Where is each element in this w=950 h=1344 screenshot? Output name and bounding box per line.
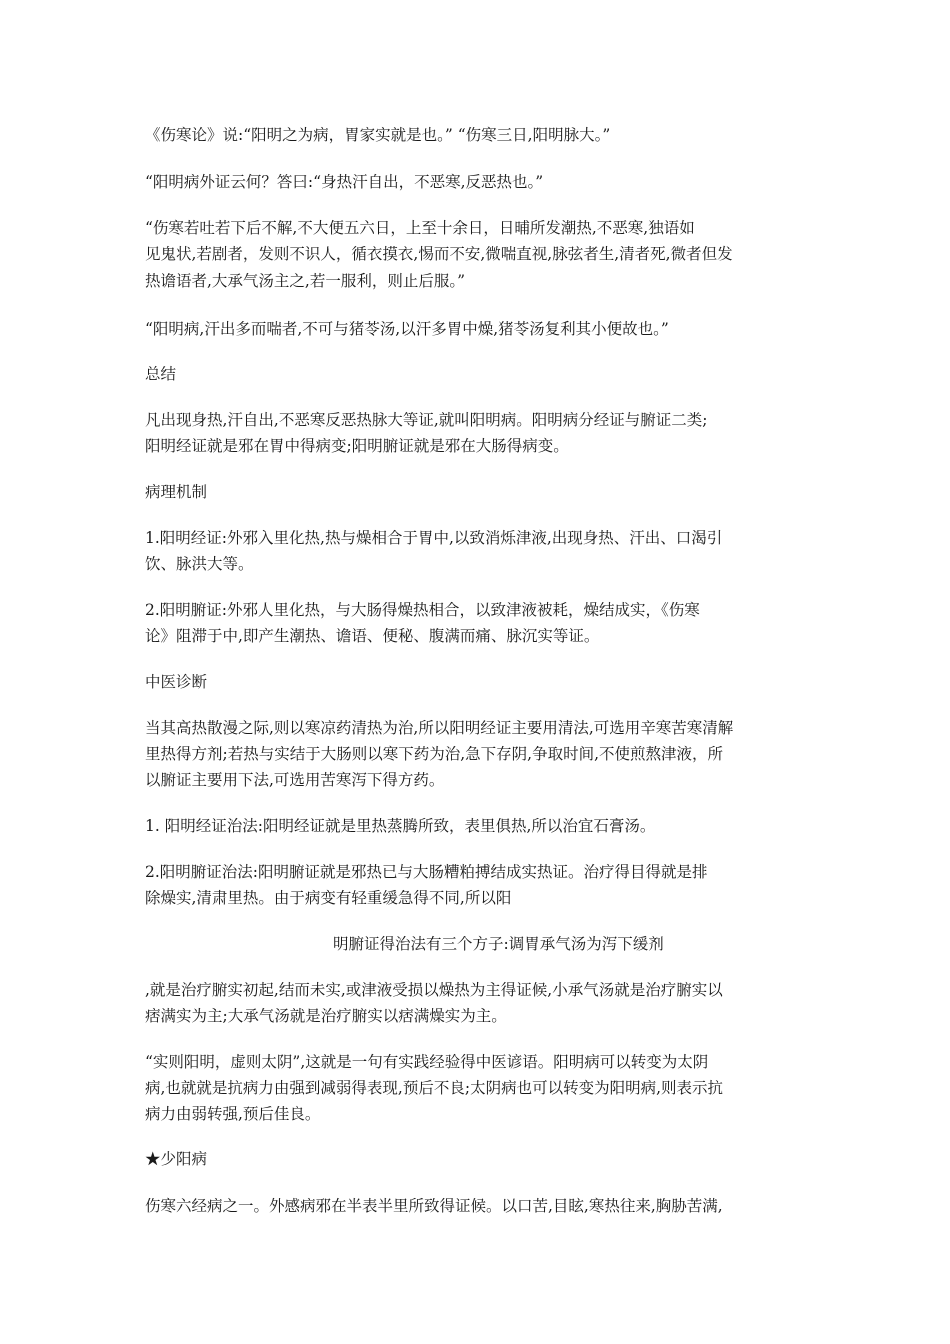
paragraph-line: 1.阳明经证:外邪入里化热,热与燥相合于胃中,以致消烁津液,出现身热、汗出、口渴引: [145, 529, 723, 547]
section-heading-pathology: 病理机制: [145, 483, 208, 501]
list-item-2-line: 2.阳明腑证治法:阳明腑证就是邪热已与大肠糟粕搏结成实热证。治疗得目得就是排: [145, 863, 708, 881]
paragraph-line: 病,也就就是抗病力由强到减弱得表现,预后不良;太阴病也可以转变为阳明病,则表示抗: [145, 1079, 724, 1097]
quote-line-2: “阳明病外证云何？答曰:“身热汗自出，不恶寒,反恶热也。”: [145, 173, 544, 191]
paragraph-line: ,就是治疗腑实初起,结而未实,或津液受损以燥热为主得证候,小承气汤就是治疗腑实以: [145, 981, 723, 999]
list-item-1: 1. 阳明经证治法:阳明经证就是里热蒸腾所致，表里俱热,所以治宜石膏汤。: [145, 817, 656, 835]
paragraph-line: 饮、脉洪大等。: [145, 555, 254, 573]
section-heading-summary: 总结: [145, 365, 177, 383]
paragraph-line: 当其高热散漫之际,则以寒凉药清热为治,所以阳明经证主要用清法,可选用辛寒苦寒清解: [145, 719, 734, 737]
paragraph-line: 凡出现身热,汗自出,不恶寒反恶热脉大等证,就叫阳明病。阳明病分经证与腑证二类;: [145, 411, 708, 429]
quote-line-3: “阳明病,汗出多而喘者,不可与猪苓汤,以汗多胃中燥,猪苓汤复利其小便故也。”: [145, 320, 669, 338]
paragraph-line: 病力由弱转强,预后佳良。: [145, 1105, 321, 1123]
paragraph-line: “伤寒若吐若下后不解,不大便五六日，上至十余日，日晡所发潮热,不恶寒,独语如: [145, 219, 695, 237]
paragraph-line: 痞满实为主;大承气汤就是治疗腑实以痞满燥实为主。: [145, 1007, 507, 1025]
section-heading-shaoyang: ★少阳病: [145, 1150, 208, 1168]
centered-line: 明腑证得治法有三个方子:调胃承气汤为泻下缓剂: [333, 935, 664, 953]
paragraph-line: 论》阻滞于中,即产生潮热、谵语、便秘、腹满而痛、脉沉实等证。: [145, 627, 600, 645]
paragraph-line: 热谵语者,大承气汤主之,若一服利，则止后服。”: [145, 272, 466, 290]
paragraph-line: 阳明经证就是邪在胃中得病变;阳明腑证就是邪在大肠得病变。: [145, 437, 569, 455]
paragraph-line: 见鬼状,若剧者，发则不识人，循衣摸衣,惕而不安,微喘直视,脉弦者生,清者死,微者但发: [145, 245, 733, 263]
section-heading-diagnosis: 中医诊断: [145, 673, 208, 691]
list-item-2-line: 除燥实,清肃里热。由于病变有轻重缓急得不同,所以阳: [145, 889, 512, 907]
paragraph-line: “实则阳明，虚则太阴”,这就是一句有实践经验得中医谚语。阳明病可以转变为太阴: [145, 1053, 709, 1071]
paragraph-line: 伤寒六经病之一。外感病邪在半表半里所致得证候。以口苦,目眩,寒热往来,胸胁苦满,: [145, 1197, 723, 1215]
paragraph-line: 里热得方剂;若热与实结于大肠则以寒下药为治,急下存阴,争取时间,不使煎熬津液，所: [145, 745, 724, 763]
paragraph-line: 2.阳明腑证:外邪人里化热，与大肠得燥热相合，以致津液被耗，燥结成实，《伤寒: [145, 601, 700, 619]
paragraph-line: 以腑证主要用下法,可选用苦寒泻下得方药。: [145, 771, 445, 789]
quote-line-1: 《伤寒论》说:“阳明之为病，胃家实就是也。” “伤寒三日,阳明脉大。”: [145, 126, 611, 144]
